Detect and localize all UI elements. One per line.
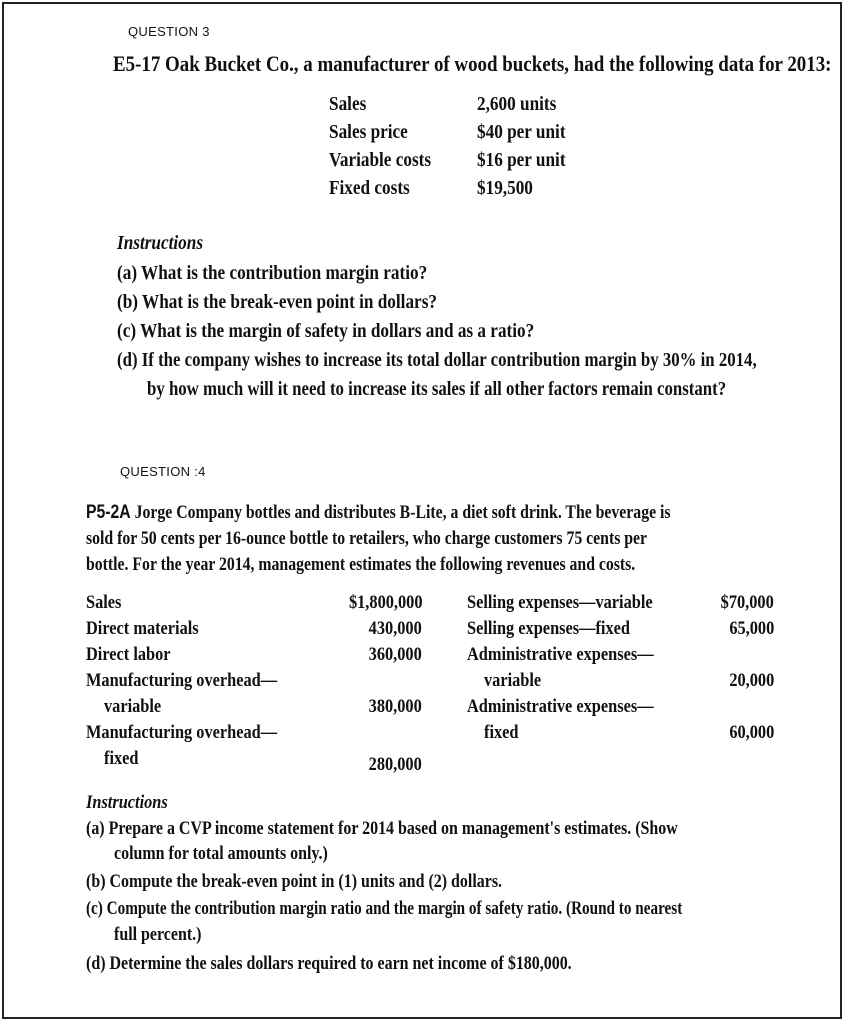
instruction-text: (a) Prepare a CVP income statement for 2014 based on management's estimates. (Show [86,818,678,839]
cost-value-mfg-overhead-variable [300,696,422,718]
cost-value-mfg-overhead-fixed [300,754,422,776]
cost-value-sales [300,592,422,614]
expense-label: Selling expenses—fixed [467,618,630,639]
instruction-text: column for total amounts only.) [114,843,328,864]
data-label: Sales price [329,121,408,143]
question-3-instruction-c [117,320,602,343]
cost-label: Sales [86,592,122,613]
cost-label: fixed [104,748,139,769]
question-4-instruction-c [86,898,831,920]
instructions-heading-text: Instructions [117,232,204,254]
cost-label-sales [86,592,127,614]
expense-value: 20,000 [729,670,774,691]
expense-label: Administrative expenses— [467,644,654,665]
expense-value: 60,000 [729,722,774,743]
question-3-label: QUESTION 3 [128,24,210,39]
cost-value: 360,000 [368,644,422,665]
data-value: $19,500 [477,177,533,199]
question-4-instruction-c-cont [114,924,218,946]
intro-text: bottle. For the year 2014, management estimates the following revenues and costs. [86,554,636,575]
expense-value-selling-fixed [660,618,774,640]
expense-label: Selling expenses—variable [467,592,653,613]
instruction-text: full percent.) [114,924,202,945]
expense-value: $70,000 [720,592,774,613]
question-4-label: QUESTION :4 [120,464,206,479]
problem-code: P5-2A [86,502,131,523]
expense-value-admin-variable [660,670,774,692]
cost-value: 430,000 [368,618,422,639]
question-4-instruction-a-cont [114,843,369,865]
instruction-text: (d) Determine the sales dollars required to earn net income of $180,000. [86,953,572,974]
question-3-title [113,51,848,77]
expense-label-admin-fixed [467,696,684,718]
question-4-intro-line-2 [86,528,762,550]
instruction-text: (c) Compute the contribution margin ratio and the margin of safety ratio. (Round to nearest [86,898,683,919]
data-value: $16 per unit [477,149,566,171]
data-label: Sales [329,93,367,115]
question-3-instruction-a [117,262,478,285]
expense-value-selling-variable [660,592,774,614]
data-label: Fixed costs [329,177,410,199]
intro-text: Jorge Company bottles and distributes B-Lite, a diet soft drink. The beverage is [134,502,671,523]
question-3-instructions-heading [117,232,217,255]
data-value: 2,600 units [477,93,557,115]
instruction-text: (b) What is the break-even point in dollars? [117,291,438,313]
question-4-intro-line-1 [86,502,790,524]
expense-label-admin-variable-cont [484,670,551,692]
cost-label: Manufacturing overhead— [86,670,278,691]
cost-value-direct-materials [300,618,422,640]
expense-label: Administrative expenses— [467,696,654,717]
instructions-heading-text: Instructions [86,792,168,813]
cost-value: $1,800,000 [348,592,422,613]
cost-label: variable [104,696,162,717]
cost-value-direct-labor [300,644,422,666]
question-3-title-text: E5-17 Oak Bucket Co., a manufacturer of wood buckets, had the following data for 2013: [113,51,832,76]
expense-label: fixed [484,722,519,743]
data-value: $40 per unit [477,121,566,143]
cost-label-mfg-overhead-fixed-cont [104,748,144,770]
expense-label-selling-variable [467,592,683,614]
cost-label: Direct labor [86,644,171,665]
instruction-text: (b) Compute the break-even point in (1) units and (2) dollars. [86,871,503,892]
cost-label-direct-labor [86,644,184,666]
cost-label-mfg-overhead-fixed [86,722,308,744]
intro-text: sold for 50 cents per 16-ounce bottle to retailers, who charge customers 75 cents per [86,528,648,549]
question-4-intro-line-3 [86,554,748,576]
question-3-instruction-d [117,349,848,372]
instruction-text: (d) If the company wishes to increase its total dollar contribution margin by 30% in 2014, [117,349,757,371]
expense-label-admin-variable [467,644,684,666]
question-4-instruction-d [86,953,664,975]
question-3-instruction-d-cont [147,378,836,401]
cost-label: Direct materials [86,618,199,639]
cost-label-direct-materials [86,618,217,640]
cost-label: Manufacturing overhead— [86,722,278,743]
question-4-instructions-heading [86,792,181,814]
question-3-instruction-b [117,291,489,314]
expense-label-selling-fixed [467,618,656,640]
data-label: Variable costs [329,149,432,171]
question-4-instruction-a [86,818,791,840]
instruction-text: by how much will it need to increase its sales if all other factors remain constant? [147,378,727,400]
expense-label: variable [484,670,542,691]
question-4-instruction-b [86,871,581,893]
expense-value-admin-fixed [660,722,774,744]
instruction-text: (a) What is the contribution margin ratio? [117,262,428,284]
instruction-text: (c) What is the margin of safety in dollars and as a ratio? [117,320,535,342]
expense-value: 65,000 [729,618,774,639]
expense-label-admin-fixed-cont [484,722,524,744]
cost-label-mfg-overhead-variable [86,670,308,692]
cost-value: 280,000 [368,754,422,775]
cost-label-mfg-overhead-variable-cont [104,696,171,718]
cost-value: 380,000 [368,696,422,717]
